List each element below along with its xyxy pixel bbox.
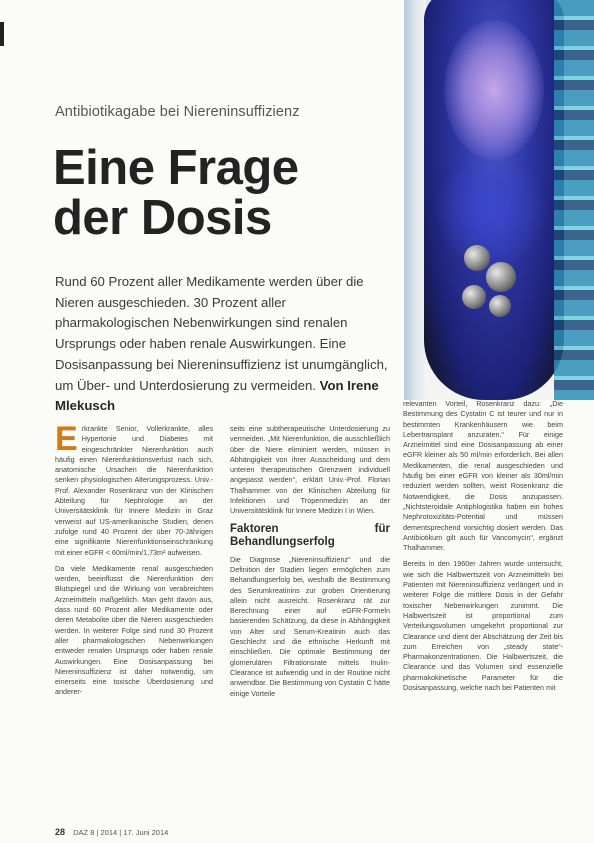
author-byline: Von Irene Mlekusch xyxy=(55,377,379,414)
kidney-xray-image xyxy=(404,0,594,400)
page-footer xyxy=(55,827,168,837)
spine-illustration xyxy=(554,0,594,400)
article-kicker: Antibiotikagabe bei Niereninsuffizienz xyxy=(55,104,300,120)
column-2-paragraph-1: seits eine subtherapeutische Unterdosierung zu vermeiden. „Mit Nierenfunktion, die ausschließlich über die Niere eliminiert werden, müssen in Abhängigkeit von ihrer Ausscheidung und dem unteren therapeutischen Grenzwert individuell angepasst werden“, erklärt Univ.-Prof. Florian Thalhammer von der Klinischen Abteilung für Infektionen und Tropenmedizin an der Universitätsklinik für Innere Medizin I in Wien. xyxy=(230,424,390,516)
drop-cap: E xyxy=(55,420,78,458)
lead-text: Rund 60 Prozent aller Medikamente werden über die Nieren ausgeschieden. 30 Prozent aller pharmakologischen Nebenwirkungen sind renalen Ursprungs oder haben renale Auswirkungen. Eine Dosisanpassung bei Niereninsuffizienz ist unumgänglich, um Über- und Unterdosierung zu vermeiden. xyxy=(55,274,388,393)
article-title xyxy=(53,143,299,243)
column-3-paragraph-1: relevanten Vorteil, Rosenkranz dazu: „Die Bestimmung des Cystatin C ist teurer und nur in bestimmten Krankenhäusern wie beim Lebertransplant anzuraten.“ Für einige Arzneimittel sind eine Dosisanpassung ab einer eGFR kleiner als 50 ml/min erforderlich. Bei allen Medikamenten, die renal ausgeschieden und häufig bei einer eGFR von kleiner als 30ml/min reduziert werden sollten, weist Rosenkranz die Notwendigkeit, die Dosis anzupassen. „Nichtsteroidale Antiphlogistika haben ein hohes Nephrotoxizitäts-Potential und müssen dementsprechend vorsichtig dosiert werden. Das Antibiotikum gilt auch für Vancomycin“, ergänzt Thalhammer. xyxy=(403,399,563,553)
article-lead xyxy=(55,272,400,417)
page-number: 28 xyxy=(55,827,66,837)
title-line-2: der Dosis xyxy=(53,191,272,245)
column-2-paragraph-2: Die Diagnose „Niereninsuffizienz“ und die Definition der Stadien liegen ermöglichen zum Behandlungserfolg bei, weshalb die Bestimmung des Serumkreatinins zur groben Orientierung allein nicht ausreicht. Rosenkranz rät zur Berechnung einer auf eGFR-Formeln basierenden Schätzung, da diese in Abhängigkeit von Alter und Serum-Kreatinin auch das Geschlecht und die ethnische Herkunft mit einschließen. Die optimale Bestimmung der glomerulären Filtrationsrate mittels Inulin-Clearance ist aufwendig und in der Routine nicht anwendbar. Die Bestimmung von Cystatin C hätte einige Vorteile xyxy=(230,554,390,698)
title-line-1: Eine Frage xyxy=(53,141,299,195)
column-3-paragraph-2: Bereits in den 1960er Jahren wurde untersucht, wie sich die Halbwertszeit von Arzneimitteln bei Patienten mit Niereninsuffizienz verlängert und in weiterer Folge die mittlere Dosis in der Gefahr toxischer Nebenwirkungen zunimmt. Die Halbwertszeit ist proportional zum Verteilungsvolumen umgekehrt proportional zur Clearance und dient der Abschätzung der Zeit bis zum Erreichen von „steady state“-Pharmakonzentrationen. Die Halbwertszeit, die Clearance und das Volumen sind essenzielle pharmakokinetische Parameter für die Dosisanpassung, welche nach bei Patienten mit xyxy=(403,559,563,693)
column-1-paragraph-2: Da viele Medikamente renal ausgeschieden werden, beeinflusst die Nierenfunktion den Blutspiegel und die Wirkung von verabreichten Arzneimitteln maßgeblich. Man geht davon aus, dass rund 60 Prozent aller Medikamente oder deren Metabolite über die Nieren ausgeschieden werden. In weiterer Folge sind rund 30 Prozent aller pharmakologischen Nebenwirkungen entweder renalen Ursprungs oder haben renale Auswirkungen. Eine Dosisanpassung bei Niereninsuffizienz ist daher notwendig, um einerseits eine toxische Überdosierung und anderer- xyxy=(55,563,213,697)
column-1-paragraph-1: rkrankte Senior, Vollerkrankte, alles Hypertonie und Diabetes mit eingeschränkter Nierenfunktion auch häufig einen Nierenfunktionsverlust nach sich, anatomische Ursachen die Nierenfunktion senken physiologischen Alterungsprozess. Univ.-Prof. Alexander Rosenkranz von der Klinischen Abteilung für Nephrologie an der Universitätsklinik für Innere Medizin in Graz verweist auf US-amerikanische Studien, denen zufolge rund 40 Prozent der über 70-Jährigen eine signifikante Nierenfunktionseinschränkung mit einer eGFR < 60ml/min/1,73m² aufweisen. xyxy=(55,424,213,557)
section-subheading: Faktoren für Behandlungserfolg xyxy=(230,522,390,548)
issue-info: DAZ 8 | 2014 | 17. Juni 2014 xyxy=(73,828,169,837)
text-column-3 xyxy=(403,399,563,699)
text-column-1 xyxy=(55,420,213,704)
text-column-2 xyxy=(230,424,390,705)
binding-mark xyxy=(0,22,4,46)
